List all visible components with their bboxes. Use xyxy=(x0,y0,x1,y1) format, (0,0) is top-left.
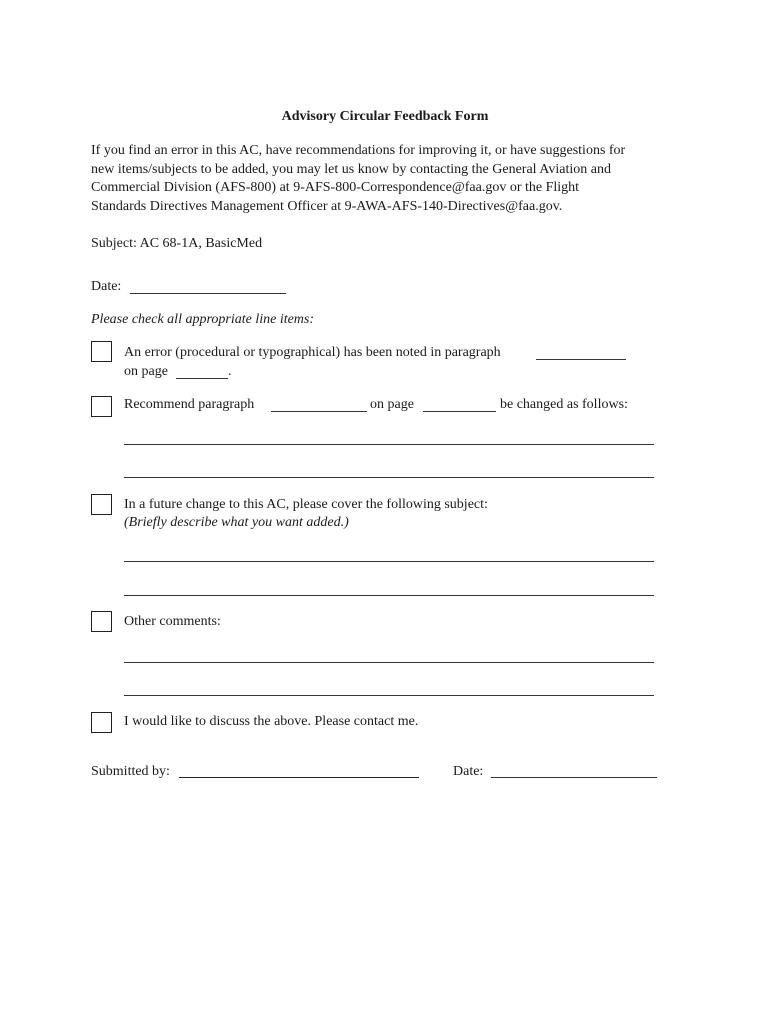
submitted-date-field[interactable] xyxy=(491,777,657,778)
date-field[interactable] xyxy=(130,293,286,294)
error-item-text: An error (procedural or typographical) has been noted in paragraph xyxy=(124,345,501,360)
intro-line: new items/subjects to be added, you may let us know by contacting the General Aviation and xyxy=(91,161,611,177)
submitted-date-label: Date: xyxy=(453,764,484,779)
submitted-by-field[interactable] xyxy=(179,777,419,778)
future-answer-line[interactable] xyxy=(124,595,654,596)
recommend-checkbox[interactable] xyxy=(91,396,112,417)
other-answer-line[interactable] xyxy=(124,695,654,696)
recommend-answer-line[interactable] xyxy=(124,444,654,445)
recommend-answer-line[interactable] xyxy=(124,477,654,478)
intro-paragraph xyxy=(91,142,681,216)
other-comments-checkbox[interactable] xyxy=(91,611,112,632)
intro-line: Commercial Division (AFS-800) at 9-AFS-800-Correspondence@faa.gov or the Flight xyxy=(91,180,580,195)
subject-line: Subject: AC 68-1A, BasicMed xyxy=(91,236,263,251)
future-change-checkbox[interactable] xyxy=(91,494,112,515)
error-checkbox[interactable] xyxy=(91,341,112,362)
error-page-field[interactable] xyxy=(176,378,228,379)
error-page-label: on page xyxy=(124,364,168,379)
date-label: Date: xyxy=(91,279,122,294)
error-paragraph-field[interactable] xyxy=(536,359,626,360)
error-period: . xyxy=(228,364,232,379)
form-title: Advisory Circular Feedback Form xyxy=(281,109,489,124)
recommend-label-2: on page xyxy=(370,397,414,412)
other-answer-line[interactable] xyxy=(124,662,654,663)
discuss-label: I would like to discuss the above. Please contact me. xyxy=(124,714,419,729)
instruction-text: Please check all appropriate line items: xyxy=(91,312,315,327)
future-answer-line[interactable] xyxy=(124,561,654,562)
recommend-paragraph-field[interactable] xyxy=(271,411,367,412)
recommend-label-3: be changed as follows: xyxy=(500,397,628,412)
future-change-hint: (Briefly describe what you want added.) xyxy=(124,515,349,530)
recommend-page-field[interactable] xyxy=(423,411,496,412)
discuss-checkbox[interactable] xyxy=(91,712,112,733)
recommend-label-1: Recommend paragraph xyxy=(124,397,255,412)
intro-line: Standards Directives Management Officer at 9-AWA-AFS-140-Directives@faa.gov. xyxy=(91,198,563,214)
intro-line: If you find an error in this AC, have recommendations for improving it, or have suggestions for xyxy=(91,143,626,158)
submitted-by-label: Submitted by: xyxy=(91,764,170,779)
other-comments-label: Other comments: xyxy=(124,614,221,629)
future-change-text: In a future change to this AC, please cover the following subject: xyxy=(124,497,488,512)
